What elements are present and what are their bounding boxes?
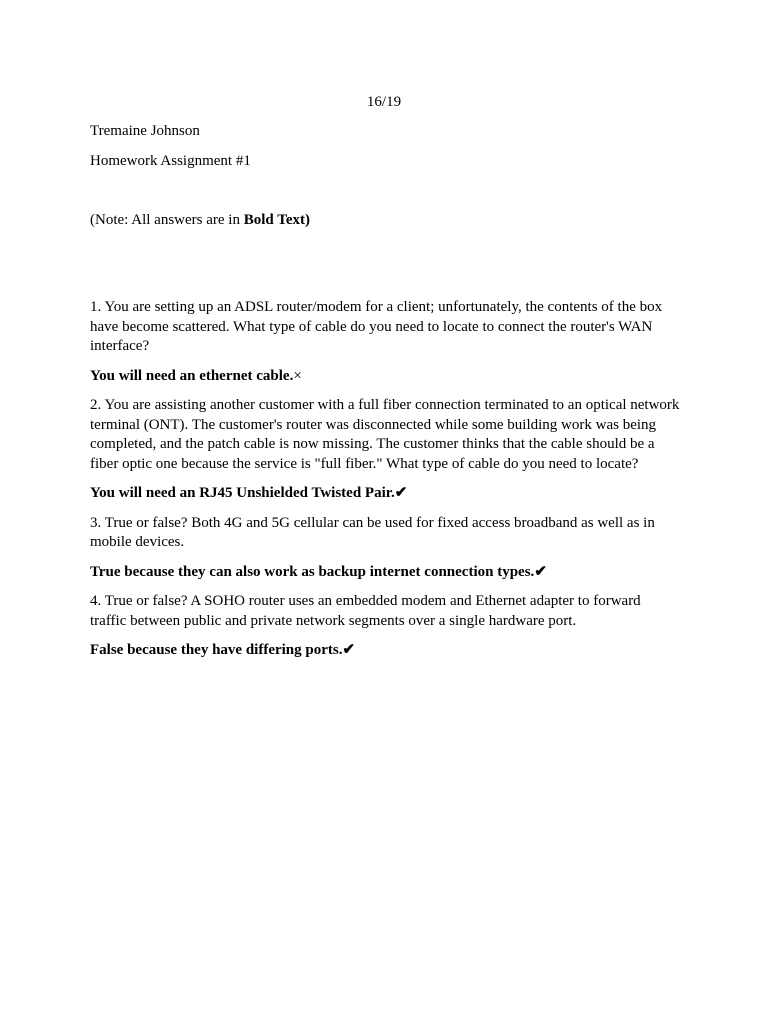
- question-text: 2. You are assisting another customer with a full fiber connection terminated to an optical network terminal (ONT). The customer's router was disconnected while some building work was being completed, and the patch cable is now missing. The customer thinks that the cable should be a fiber optic one because the service is "full fiber." What type of cable do you need to locate?: [90, 397, 680, 472]
- question-item: [90, 514, 680, 583]
- checkmark-icon: ✔: [394, 485, 408, 501]
- questions-list: [90, 298, 680, 671]
- answer-text: [90, 563, 680, 583]
- assignment-title: Homework Assignment #1: [90, 153, 251, 169]
- question-item: [90, 298, 680, 386]
- incorrect-mark-icon: ×: [293, 367, 302, 384]
- answer-body: True because they can also work as backup internet connection types.: [90, 563, 535, 580]
- student-name: Tremaine Johnson: [90, 123, 200, 139]
- note-bold-text: Bold Text): [243, 212, 310, 228]
- question-text: 4. True or false? A SOHO router uses an embedded modem and Ethernet adapter to forward traffic between public and private network segments over a single hardware port.: [90, 593, 641, 629]
- answer-body: You will need an RJ45 Unshielded Twisted Pair.: [90, 485, 395, 501]
- note-prefix: (Note: All answers are in: [90, 212, 244, 228]
- answer-note: [90, 211, 310, 231]
- question-item: [90, 592, 680, 661]
- answer-text: [90, 484, 680, 504]
- answer-text: [90, 641, 680, 661]
- answer-body: You will need an ethernet cable.: [90, 367, 294, 384]
- score-label: 16/19: [366, 94, 402, 110]
- question-text: 1. You are setting up an ADSL router/modem for a client; unfortunately, the contents of the box have become scattered. What type of cable do you need to locate to connect the router's WAN interface?: [90, 299, 663, 354]
- checkmark-icon: ✔: [342, 642, 356, 658]
- question-text: 3. True or false? Both 4G and 5G cellular can be used for fixed access broadband as well as in mobile devices.: [90, 514, 655, 550]
- answer-text: [90, 367, 680, 387]
- checkmark-icon: ✔: [534, 563, 547, 580]
- answer-body: False because they have differing ports.: [90, 642, 343, 658]
- question-item: [90, 396, 680, 504]
